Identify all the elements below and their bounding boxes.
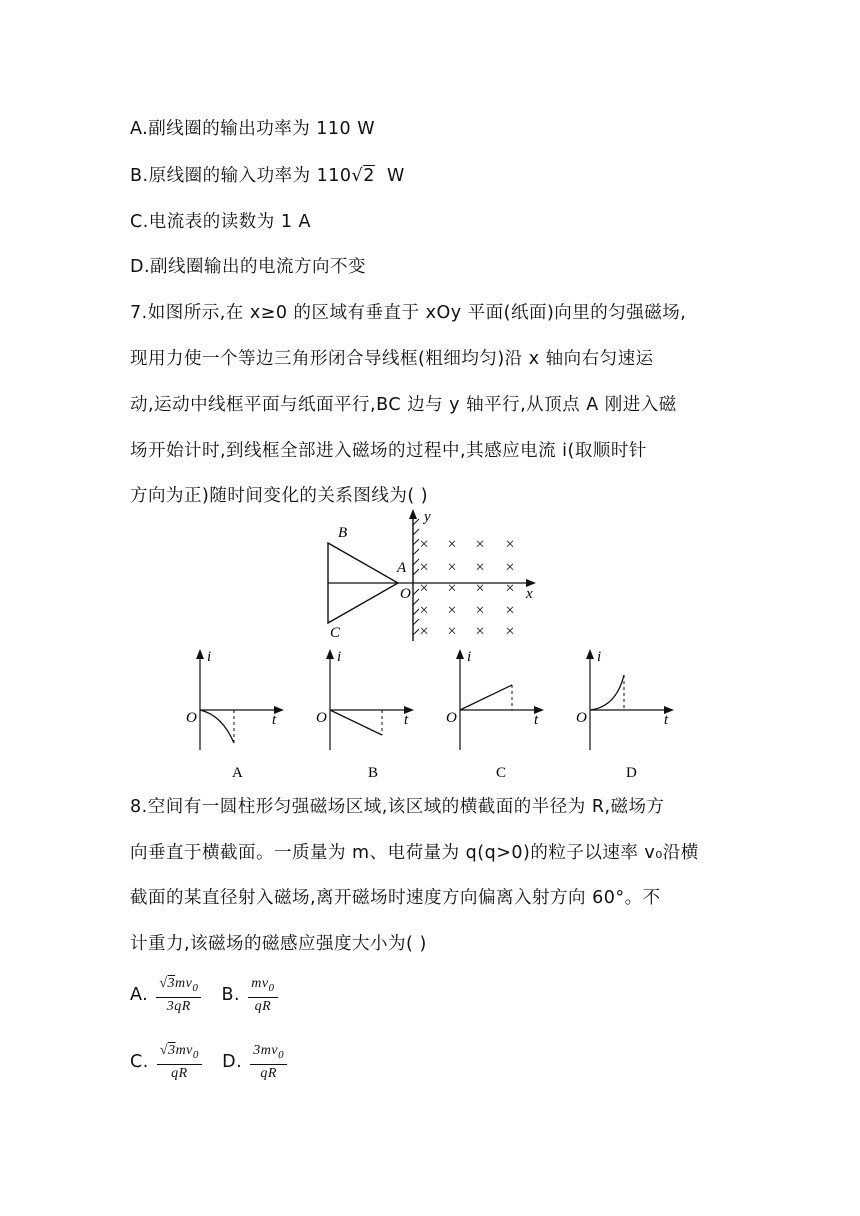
field-cross: × — [419, 623, 429, 640]
graph-i-label: i — [337, 649, 342, 665]
q6-option-d: D.副线圈输出的电流方向不变 — [130, 257, 367, 277]
vertex-c-label: C — [330, 625, 341, 641]
graph-choice-label: C — [496, 765, 507, 781]
current-curve — [200, 710, 234, 743]
graph-origin-label: O — [446, 710, 457, 726]
graph-i-label: i — [207, 649, 212, 665]
q7-graph-a — [180, 645, 290, 785]
field-cross: × — [447, 536, 457, 553]
q6-option-c: C.电流表的读数为 1 A — [130, 212, 312, 232]
q7-graph-c — [440, 645, 550, 785]
q8-option-a-sub: 0 — [192, 981, 199, 994]
graph-t-label: t — [404, 712, 409, 728]
q6-option-b-radicand: 2 — [363, 166, 375, 186]
q7-line-3: 动,运动中线框平面与纸面平行,BC 边与 y 轴平行,从顶点 A 刚进入磁 — [130, 395, 677, 415]
current-line — [330, 710, 382, 735]
graph-origin-label: O — [576, 710, 587, 726]
q8-option-d-sub: 0 — [278, 1048, 285, 1061]
graph-choice-label: A — [232, 765, 243, 781]
q7-line-2: 现用力使一个等边三角形闭合导线框(粗细均匀)沿 x 轴向右匀速运 — [130, 349, 654, 369]
current-line — [460, 685, 512, 710]
graph-i-label: i — [597, 649, 602, 665]
i-axis-arrow — [456, 649, 464, 659]
numerator — [250, 1042, 287, 1065]
q8-option-b-den: qR — [254, 998, 272, 1014]
field-cross: × — [447, 580, 457, 597]
field-cross: × — [475, 602, 485, 619]
q8-option-c-label: C. — [130, 1052, 149, 1073]
field-cross: × — [505, 536, 515, 553]
q6-option-b-unit: W — [386, 166, 405, 186]
q8-options-row-1 — [130, 975, 280, 1016]
i-axis-arrow — [196, 649, 204, 659]
fraction — [156, 975, 201, 1016]
y-axis-arrow — [409, 509, 417, 519]
q7-line-5: 方向为正)随时间变化的关系图线为( ) — [130, 486, 429, 506]
field-cross: × — [505, 623, 515, 640]
field-cross: × — [505, 580, 515, 597]
field-cross: × — [419, 559, 429, 576]
q8-option-a-radicand: 3 — [167, 976, 175, 991]
boundary-hatching — [413, 519, 419, 635]
x-axis-label: x — [526, 586, 533, 602]
fraction — [157, 1042, 202, 1083]
fraction — [250, 1042, 287, 1083]
graph-choice-label: B — [368, 765, 379, 781]
q8-option-c — [130, 1043, 210, 1081]
q7-figure — [320, 505, 550, 645]
q6-option-a: A.副线圈的输出功率为 110 W — [130, 119, 376, 139]
q8-option-a — [130, 976, 209, 1014]
field-cross: × — [447, 559, 457, 576]
q7-line-1: 7.如图所示,在 x≥0 的区域有垂直于 xOy 平面(纸面)向里的匀强磁场, — [130, 303, 687, 323]
field-cross: × — [447, 623, 457, 640]
q8-options-row-2 — [130, 1042, 289, 1083]
vertex-b-label: B — [338, 525, 348, 541]
q8-line-3: 截面的某直径射入磁场,离开磁场时速度方向偏离入射方向 60°。不 — [130, 888, 661, 908]
q8-line-2: 向垂直于横截面。一质量为 m、电荷量为 q(q>0)的粒子以速率 v₀沿横 — [130, 843, 699, 863]
q6-option-b — [130, 162, 405, 187]
q7-graph-b — [310, 645, 420, 785]
field-cross: × — [419, 580, 429, 597]
fraction — [248, 975, 277, 1016]
numerator — [248, 975, 277, 998]
graph-t-label: t — [664, 712, 669, 728]
i-axis-arrow — [326, 649, 334, 659]
q8-option-a-den: 3qR — [166, 998, 191, 1014]
numerator: $√3mv_0$ — [157, 1042, 202, 1065]
q8-option-b-num: mv — [251, 976, 269, 991]
sqrt-sign: √ — [351, 166, 364, 186]
i-axis-arrow — [586, 649, 594, 659]
q8-option-a-label: A. — [130, 985, 149, 1006]
q8-line-1: 8.空间有一圆柱形匀强磁场区域,该区域的横截面的半径为 R,磁场方 — [130, 797, 665, 817]
q8-line-4: 计重力,该磁场的磁感应强度大小为( ) — [130, 934, 427, 954]
q8-option-d — [222, 1043, 289, 1081]
field-cross: × — [505, 602, 515, 619]
current-curve — [590, 675, 624, 710]
graph-t-label: t — [534, 712, 539, 728]
graph-origin-label: O — [316, 710, 327, 726]
graph-i-label: i — [467, 649, 472, 665]
q8-option-c-sub: 0 — [192, 1048, 199, 1061]
magnetic-field-crosses — [419, 536, 514, 640]
q7-line-4: 场开始计时,到线框全部进入磁场的过程中,其感应电流 i(取顺时针 — [130, 441, 647, 461]
q8-option-b-label: B. — [221, 985, 241, 1006]
field-cross: × — [505, 559, 515, 576]
field-cross: × — [475, 580, 485, 597]
vertex-a-label: A — [397, 560, 407, 576]
q8-option-d-num: 3mv — [253, 1043, 279, 1058]
graph-origin-label: O — [186, 710, 197, 726]
q8-option-d-label: D. — [222, 1052, 243, 1073]
field-cross: × — [475, 536, 485, 553]
q8-option-c-radicand: 3 — [168, 1043, 176, 1058]
q8-option-b — [221, 976, 280, 1014]
field-cross: × — [447, 602, 457, 619]
field-cross: × — [475, 559, 485, 576]
graph-choice-label: D — [626, 765, 637, 781]
q8-option-b-sub: 0 — [268, 981, 275, 994]
field-cross: × — [419, 602, 429, 619]
q6-option-b-text: B.原线圈的输入功率为 110 — [130, 166, 352, 186]
q8-option-a-num: mv — [175, 976, 193, 991]
q8-option-c-num: mv — [175, 1043, 193, 1058]
field-cross: × — [419, 536, 429, 553]
field-cross: × — [475, 623, 485, 640]
y-axis-label: y — [424, 509, 431, 525]
q7-graph-d — [570, 645, 680, 785]
origin-label: O — [400, 586, 411, 602]
graph-t-label: t — [272, 712, 277, 728]
q8-option-d-den: qR — [260, 1065, 277, 1081]
q8-option-c-den: qR — [171, 1065, 188, 1081]
numerator: $√3mv_0$ — [156, 975, 201, 998]
